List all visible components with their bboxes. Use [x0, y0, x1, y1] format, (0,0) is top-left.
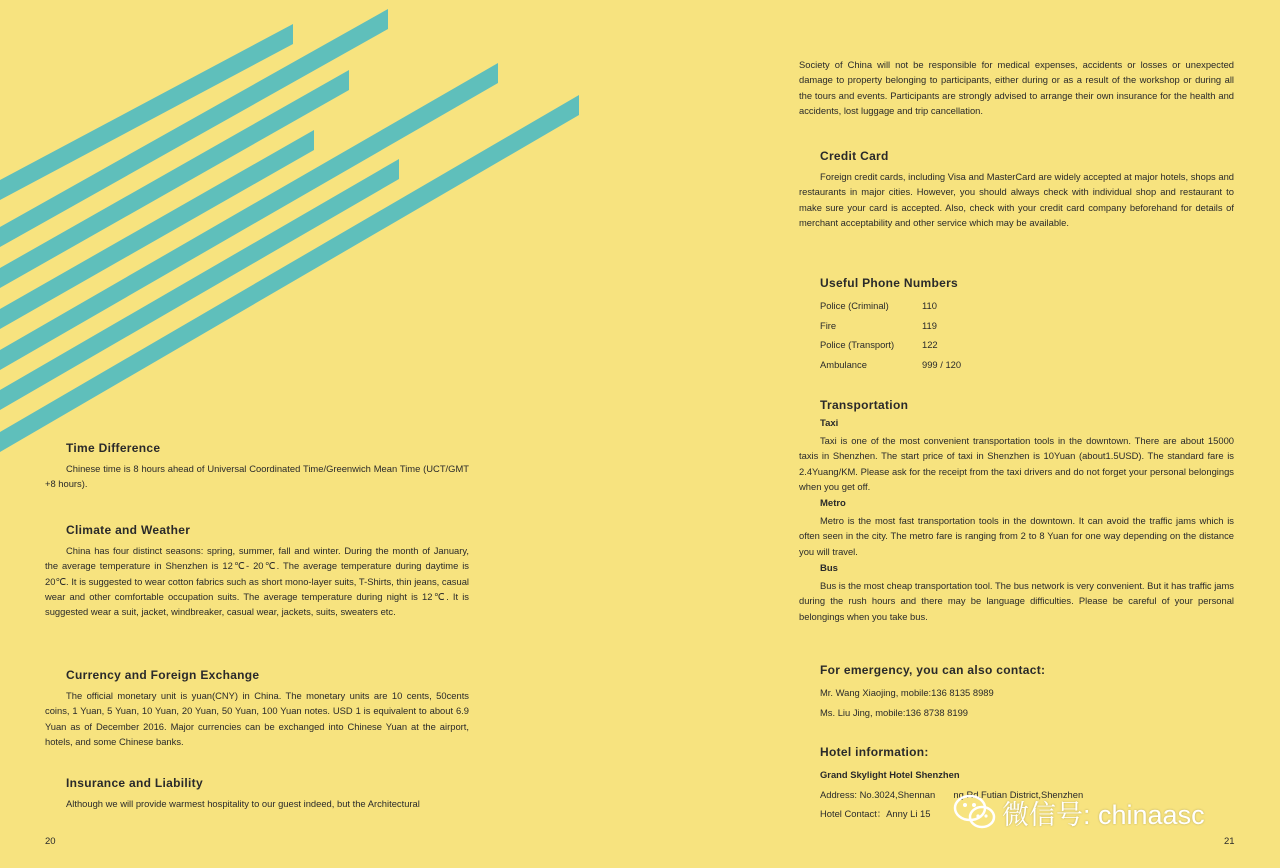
- page-number: 20: [45, 836, 56, 847]
- wechat-icon: [952, 792, 998, 832]
- time-difference-section: [45, 441, 469, 496]
- phone-row: [820, 316, 1234, 336]
- section-text: The official monetary unit is yuan(CNY) in China. The monetary units are 10 cents, 50cents coins, 1 Yuan, 5 Yuan, 10 Yuan, 20 Yuan, 50 Yuan, 100 Yuan notes. USD 1 is equivalent to about 6.9 Yuan as of December 2016. Major currencies can be exchanged into Chinese Yuan at the airport, hotels, and some Chinese banks.: [45, 690, 469, 747]
- phone-numbers-section: [799, 276, 1234, 374]
- phone-row: [820, 296, 1234, 316]
- phone-row: [820, 355, 1234, 375]
- credit-card-section: [799, 149, 1234, 234]
- section-title: Climate and Weather: [66, 523, 191, 537]
- phone-row: [820, 335, 1234, 355]
- subsection-title: Taxi: [820, 418, 839, 429]
- phone-label: Fire: [820, 319, 837, 331]
- section-title: Hotel information:: [820, 745, 929, 759]
- hotel-contact: Hotel Contact：Anny Li 15: [820, 808, 931, 819]
- section-title: For emergency, you can also contact:: [820, 663, 1046, 677]
- section-title: Transportation: [820, 398, 909, 412]
- watermark-text: 微信号: chinaasc: [1002, 799, 1205, 830]
- section-title: Insurance and Liability: [66, 776, 203, 790]
- subsection-title: Bus: [820, 563, 838, 575]
- phone-number: 119: [922, 319, 937, 331]
- section-title: Credit Card: [820, 149, 889, 163]
- phone-table: [820, 296, 1234, 374]
- phone-label: Police (Transport): [820, 339, 895, 351]
- section-text: Bus is the most cheap transportation tool. The bus network is very convenient. But it has traffic jams during the rush hours and there may be language difficulties. Please be careful of your personal belongings when you take bus.: [799, 580, 1234, 622]
- wechat-watermark: [952, 792, 1205, 832]
- subsection-title: Metro: [820, 498, 846, 510]
- section-text: China has four distinct seasons: spring, summer, fall and winter. During the month of January, the average temperature in Shenzhen is 12℃- 20℃. The average temperature during daytime is 20℃. It is suggested to wear cotton fabrics such as short mono-layer suits, T-Shirts, thin jeans, casual wear and other comfortable occupation suits. The average temperature during night is 12℃. It is suggested wear a suit, jacket, windbreaker, casual wear, jackets, suits, sweaters etc.: [45, 545, 469, 618]
- contact-line: Ms. Liu Jing, mobile:136 8738 8199: [820, 706, 969, 718]
- section-text: Metro is the most fast transportation tools in the downtown. It can avoid the traffic jams which is often seen in the city. The metro fare is ranging from 2 to 8 Yuan for one way depending on the distance you will travel.: [799, 515, 1234, 557]
- section-text: Although we will provide warmest hospitality to our guest indeed, but the Architectural: [66, 798, 420, 809]
- section-title: Useful Phone Numbers: [820, 276, 959, 290]
- insurance-continued: [799, 57, 1234, 122]
- phone-number: 122: [922, 339, 938, 351]
- page-number: 21: [1224, 836, 1235, 847]
- stripe: [0, 63, 498, 370]
- section-title: Time Difference: [66, 441, 161, 455]
- section-text: Foreign credit cards, including Visa and MasterCard are widely accepted at major hotels, shops and restaurants in major cities. However, you should always check with individual shop and restaurant to make sure your card is accepted. Also, check with your credit card company beforehand for details of merchant acceptability and other service which may be available.: [799, 171, 1234, 228]
- section-title: Currency and Foreign Exchange: [66, 668, 260, 682]
- decorative-stripes: [0, 0, 600, 460]
- phone-label: Police (Criminal): [820, 300, 889, 312]
- section-text: Society of China will not be responsible for medical expenses, accidents or losses or unexpected damage to property belonging to participants, either during or as a result of the workshop or during all the tours and events. Participants are strongly advised to arrange their own insurance for the health and accidents, lost luggage and trip cancellation.: [799, 59, 1234, 116]
- right-page: [640, 0, 1280, 868]
- section-text: Taxi is one of the most convenient transportation tools in the downtown. There are about 15000 taxis in Shenzhen. The start price of taxi in Shenzhen is 10Yuan (about1.5USD). The standard fare is 2.4Yuang/KM. Please ask for the receipt from the taxi drivers and do not forget your personal belongings when you get off.: [799, 435, 1234, 492]
- transportation-section: [799, 398, 1234, 628]
- currency-section: [45, 668, 469, 753]
- phone-number: 110: [922, 300, 937, 312]
- contact-line: Mr. Wang Xiaojing, mobile:136 8135 8989: [820, 687, 994, 698]
- hotel-name: Grand Skylight Hotel Shenzhen: [820, 769, 960, 780]
- hotel-address: Address: No.3024,Shennan ng Rd.Futian District,Shenzhen: [820, 788, 1084, 800]
- emergency-section: [799, 663, 1234, 722]
- phone-label: Ambulance: [820, 358, 867, 370]
- section-text: Chinese time is 8 hours ahead of Universal Coordinated Time/Greenwich Mean Time (UCT/GMT +8 hours).: [45, 463, 469, 490]
- insurance-section: [45, 776, 469, 815]
- phone-number: 999 / 120: [922, 358, 962, 370]
- climate-section: [45, 523, 469, 623]
